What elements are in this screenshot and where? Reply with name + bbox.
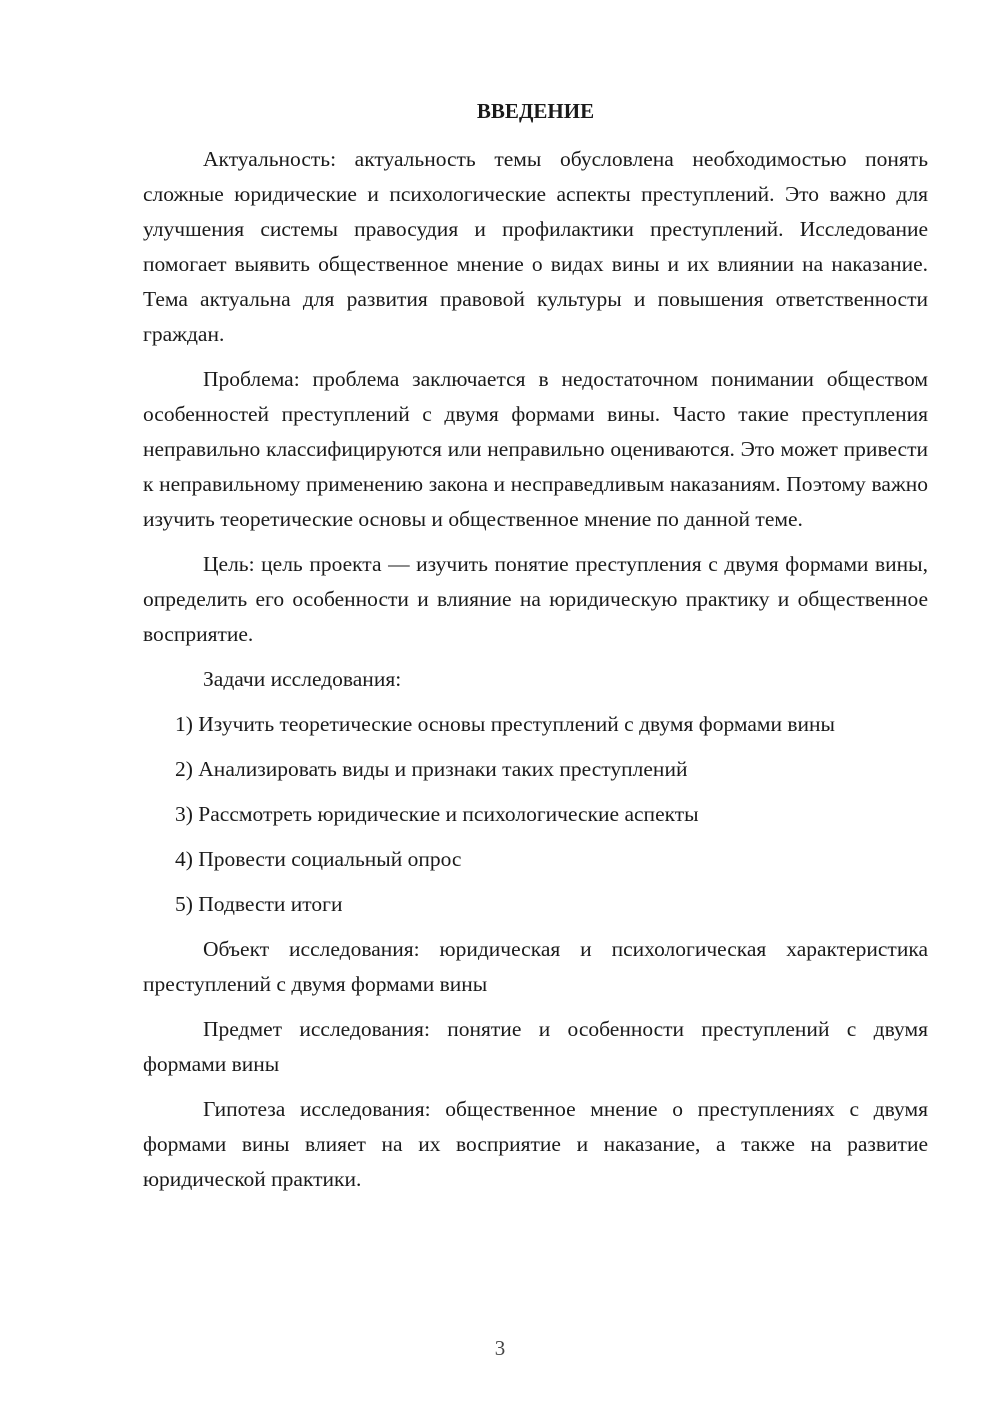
list-item: 5) Подвести итоги bbox=[175, 892, 343, 916]
list-item: 1) Изучить теоретические основы преступлений с двумя формами вины bbox=[175, 712, 835, 736]
page-title: ВВЕДЕНИЕ bbox=[476, 99, 595, 123]
paragraph-object: Объект исследования: юридическая и психологическая характеристика преступлений с двумя формами вины bbox=[143, 937, 928, 996]
list-item: 4) Провести социальный опрос bbox=[175, 847, 462, 871]
list-item: 3) Рассмотреть юридические и психологические аспекты bbox=[175, 802, 699, 826]
paragraph-hypothesis: Гипотеза исследования: общественное мнение о преступлениях с двумя формами вины влияет на их восприятие и наказание, а также на развитие юридической практики. bbox=[143, 1097, 928, 1191]
paragraph-problem: Проблема: проблема заключается в недостаточном понимании обществом особенностей преступлений с двумя формами вины. Часто такие преступления неправильно классифицируются или неправильно оцениваются. Это может привести к неправильному применению закона и несправедливым наказаниям. Поэтому важно изучить теоретические основы и общественное мнение по данной теме. bbox=[143, 367, 928, 531]
paragraph-actuality: Актуальность: актуальность темы обусловлена необходимостью понять сложные юридические и психологические аспекты преступлений. Это важно для улучшения системы правосудия и профилактики преступлений. Исследование помогает выявить общественное мнение о видах вины и их влиянии на наказание. Тема актуальна для развития правовой культуры и повышения ответственности граждан. bbox=[143, 147, 928, 346]
paragraph-subject: Предмет исследования: понятие и особенности преступлений с двумя формами вины bbox=[143, 1017, 928, 1076]
page-number: 3 bbox=[494, 1336, 506, 1360]
document-page bbox=[143, 96, 928, 1207]
list-item: 2) Анализировать виды и признаки таких преступлений bbox=[175, 757, 688, 781]
paragraph-goal: Цель: цель проекта — изучить понятие преступления с двумя формами вины, определить его особенности и влияние на юридическую практику и общественное восприятие. bbox=[143, 552, 928, 646]
tasks-title: Задачи исследования: bbox=[203, 667, 402, 691]
tasks-list bbox=[143, 707, 928, 922]
